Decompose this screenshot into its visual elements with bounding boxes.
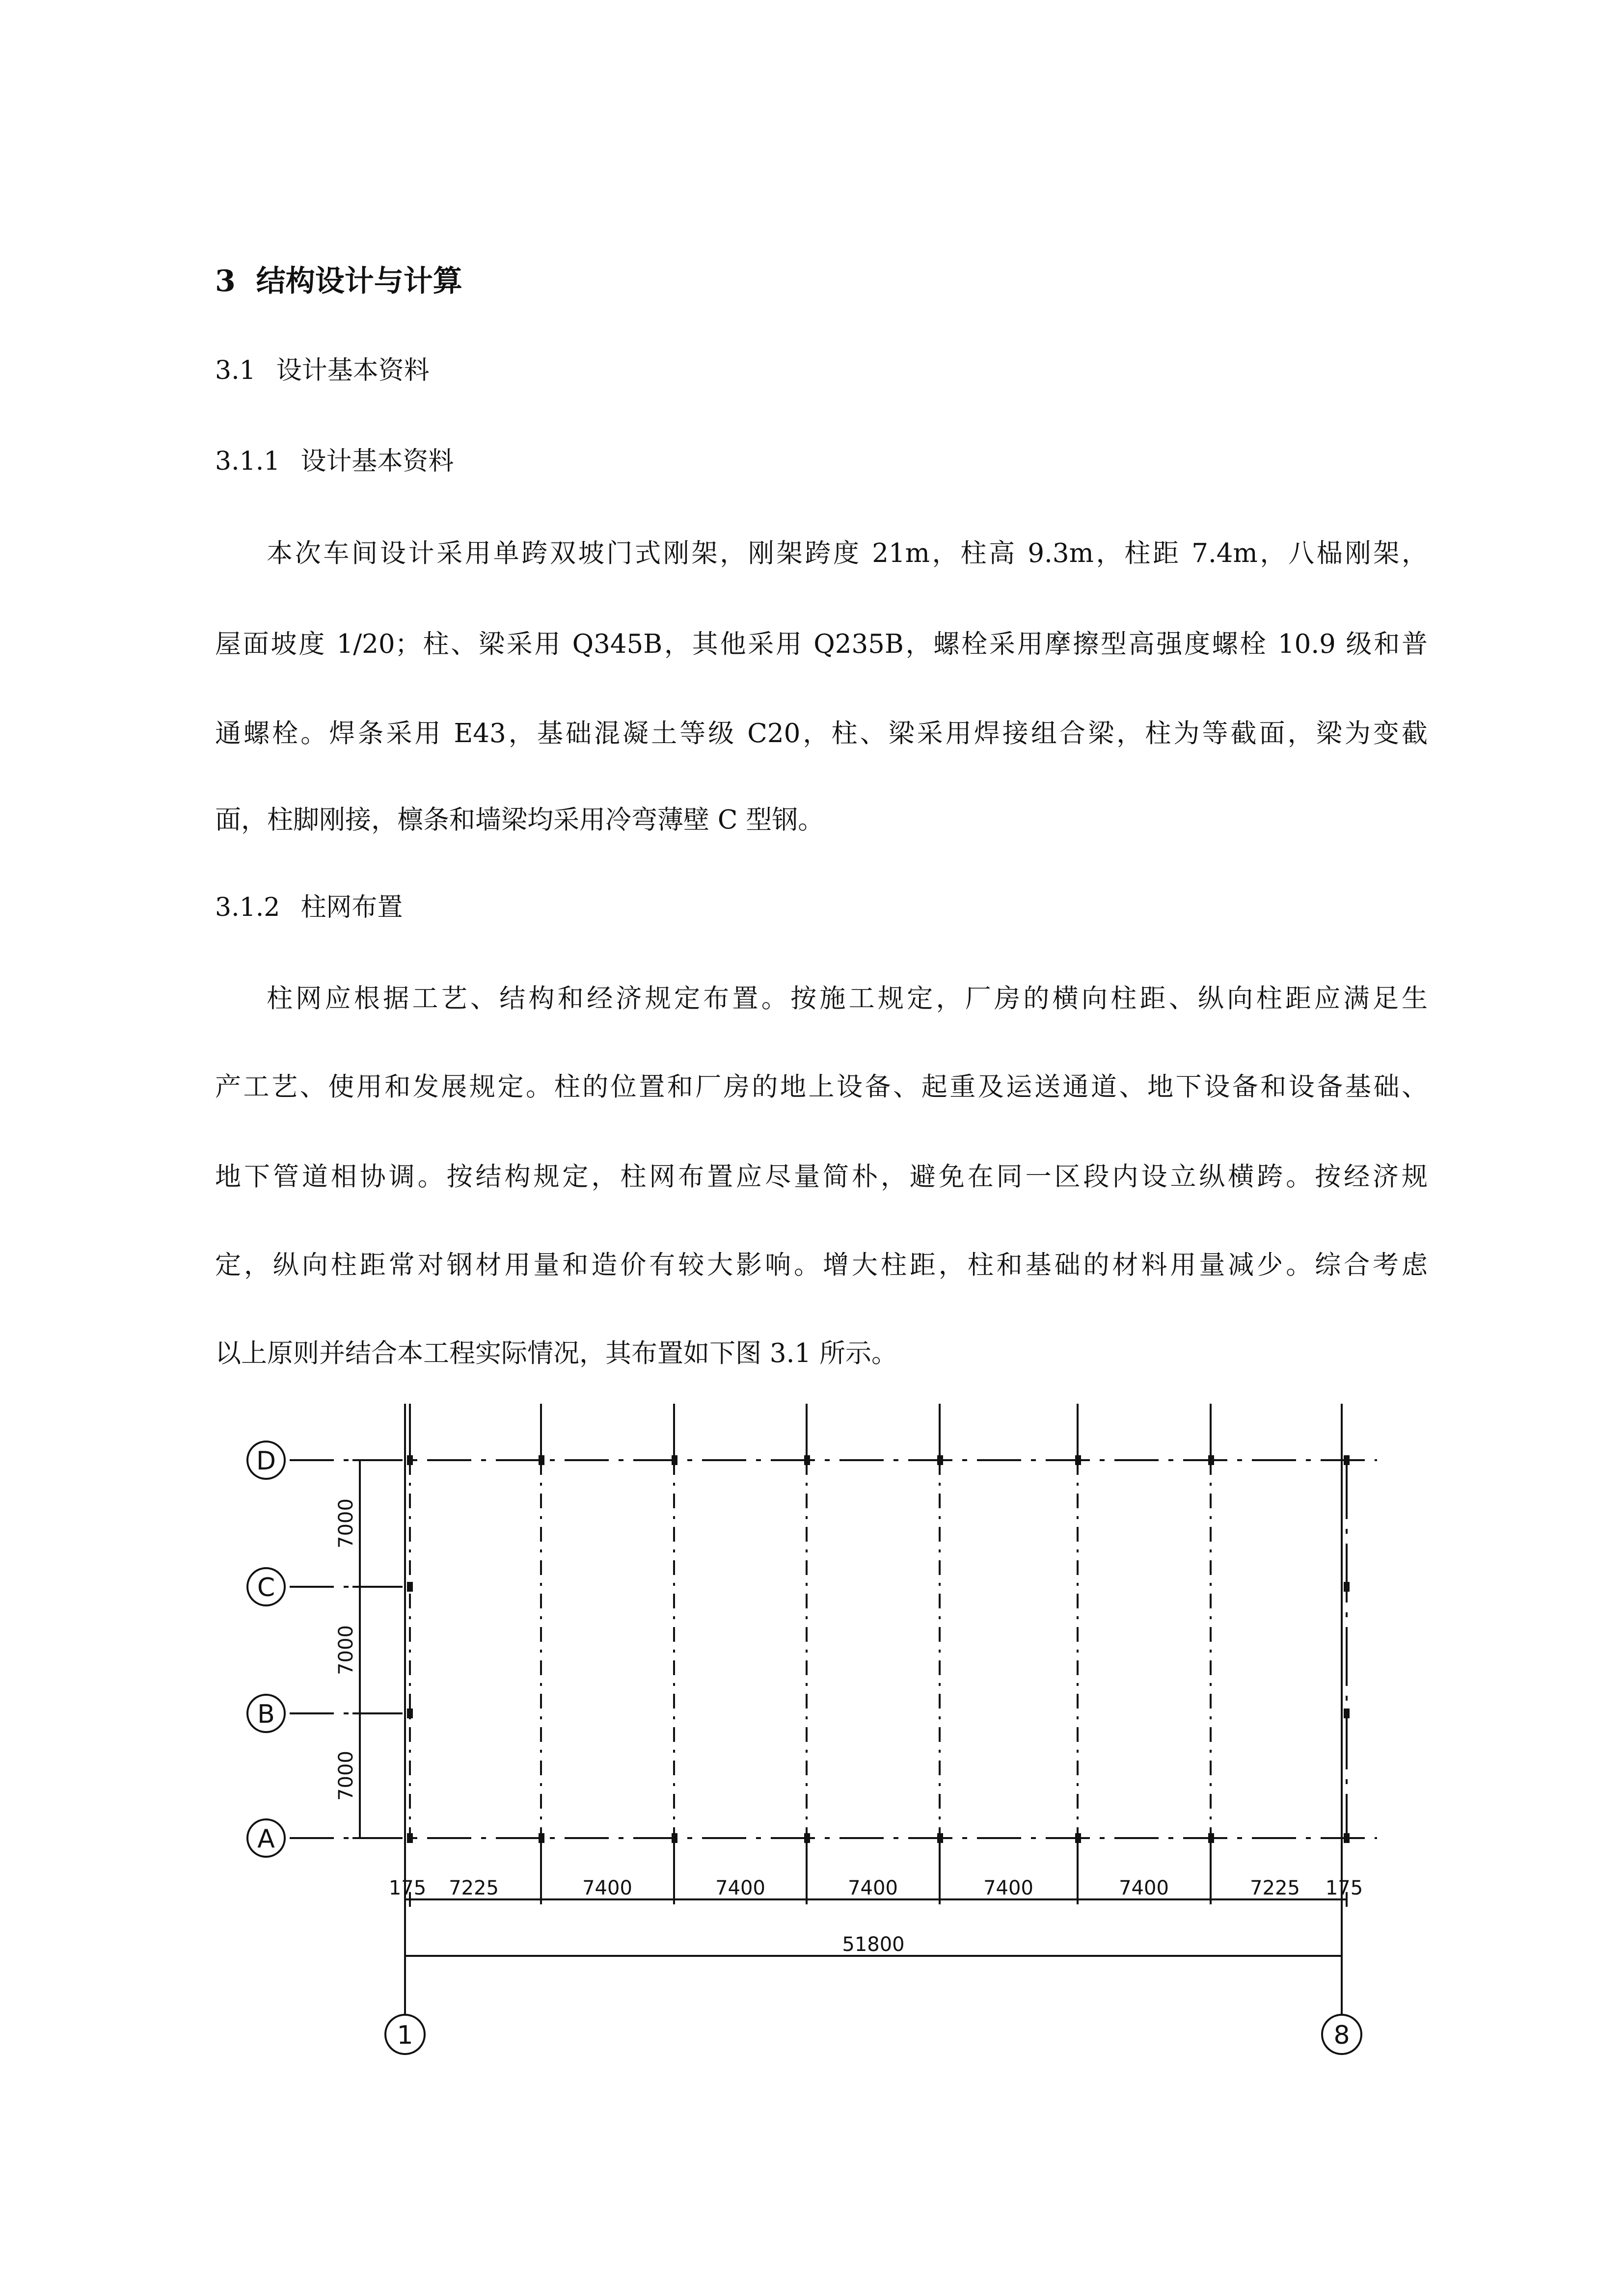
column-marker bbox=[1075, 1455, 1081, 1465]
axis-label-c: C bbox=[257, 1573, 275, 1602]
axis-label-d: D bbox=[256, 1446, 276, 1476]
chapter-number: 3 bbox=[215, 264, 236, 298]
paragraph-line: 通螺栓。焊条采用 E43，基础混凝土等级 C20，柱、梁采用焊接组合梁，柱为等截面，梁为变截 bbox=[215, 719, 1428, 748]
vertical-dim-text: 7000 bbox=[335, 1751, 357, 1801]
column-marker bbox=[1344, 1455, 1350, 1465]
section-heading-3-1 bbox=[215, 349, 430, 386]
subsection-number: 3.1.2 bbox=[215, 893, 280, 922]
subsection-heading-3-1-1 bbox=[215, 440, 454, 477]
subsection-heading-3-1-2 bbox=[215, 886, 403, 923]
section-number: 3.1 bbox=[215, 356, 256, 385]
paragraph-line: 地下管道相协调。按结构规定，柱网布置应尽量简朴，避免在同一区段内设立纵横跨。按经济规 bbox=[215, 1162, 1428, 1192]
paragraph-line: 柱网应根据工艺、结构和经济规定布置。按施工规定，厂房的横向柱距、纵向柱距应满足生 bbox=[267, 984, 1428, 1014]
vertical-dim-text: 7000 bbox=[335, 1625, 357, 1675]
paragraph-line: 面，柱脚刚接，檩条和墙梁均采用冷弯薄壁 C 型钢。 bbox=[215, 805, 824, 835]
paragraph-line: 屋面坡度 1/20；柱、梁采用 Q345B，其他采用 Q235B，螺栓采用摩擦型高强度螺栓 10.9 级和普 bbox=[215, 629, 1428, 659]
column-marker bbox=[672, 1833, 677, 1843]
column-marker bbox=[1344, 1709, 1350, 1718]
bay-dim-text: 175 bbox=[1325, 1877, 1363, 1899]
column-marker bbox=[1344, 1582, 1350, 1592]
bay-dim-text: 7400 bbox=[983, 1877, 1033, 1899]
column-marker bbox=[539, 1833, 544, 1843]
chapter-heading bbox=[215, 258, 462, 300]
paragraph-line: 产工艺、使用和发展规定。柱的位置和厂房的地上设备、起重及运送通道、地下设备和设备基础、 bbox=[215, 1072, 1428, 1102]
column-marker bbox=[407, 1455, 413, 1465]
axis-label-1: 1 bbox=[397, 2021, 413, 2050]
bay-dim-text: 175 bbox=[388, 1877, 427, 1899]
bay-dim-text: 7225 bbox=[449, 1877, 499, 1899]
bay-dim-text: 7400 bbox=[1119, 1877, 1169, 1899]
bay-dim-text: 7400 bbox=[715, 1877, 765, 1899]
column-marker bbox=[407, 1582, 413, 1592]
column-grid-plan bbox=[231, 1399, 1419, 2066]
axis-label-b: B bbox=[257, 1700, 275, 1729]
column-marker bbox=[1208, 1455, 1214, 1465]
section-title: 设计基本资料 bbox=[276, 356, 430, 385]
column-marker bbox=[804, 1833, 810, 1843]
column-marker bbox=[539, 1455, 544, 1465]
subsection-title: 柱网布置 bbox=[300, 893, 403, 922]
bay-dim-text: 7400 bbox=[848, 1877, 898, 1899]
paragraph-line: 定，纵向柱距常对钢材用量和造价有较大影响。增大柱距，柱和基础的材料用量减少。综合考虑 bbox=[215, 1250, 1428, 1280]
chapter-title: 结构设计与计算 bbox=[256, 264, 462, 298]
bay-dim-text: 7225 bbox=[1250, 1877, 1300, 1899]
column-marker bbox=[937, 1833, 943, 1843]
paragraph-line: 以上原则并结合本工程实际情况，其布置如下图 3.1 所示。 bbox=[215, 1338, 897, 1368]
column-marker bbox=[1075, 1833, 1081, 1843]
axis-label-a: A bbox=[257, 1824, 275, 1854]
column-marker bbox=[1344, 1833, 1350, 1843]
paragraph-line: 本次车间设计采用单跨双坡门式刚架，刚架跨度 21m，柱高 9.3m，柱距 7.4m，八榀刚架， bbox=[267, 538, 1428, 568]
column-marker bbox=[672, 1455, 677, 1465]
bay-dim-text: 7400 bbox=[582, 1877, 632, 1899]
column-marker bbox=[804, 1455, 810, 1465]
total-dim-text: 51800 bbox=[842, 1933, 905, 1956]
subsection-title: 设计基本资料 bbox=[300, 447, 454, 476]
axis-label-8: 8 bbox=[1333, 2021, 1350, 2050]
vertical-dim-text: 7000 bbox=[335, 1498, 357, 1548]
subsection-number: 3.1.1 bbox=[215, 447, 280, 476]
column-marker bbox=[937, 1455, 943, 1465]
column-marker bbox=[407, 1709, 413, 1718]
column-marker bbox=[1208, 1833, 1214, 1843]
column-marker bbox=[407, 1833, 413, 1843]
